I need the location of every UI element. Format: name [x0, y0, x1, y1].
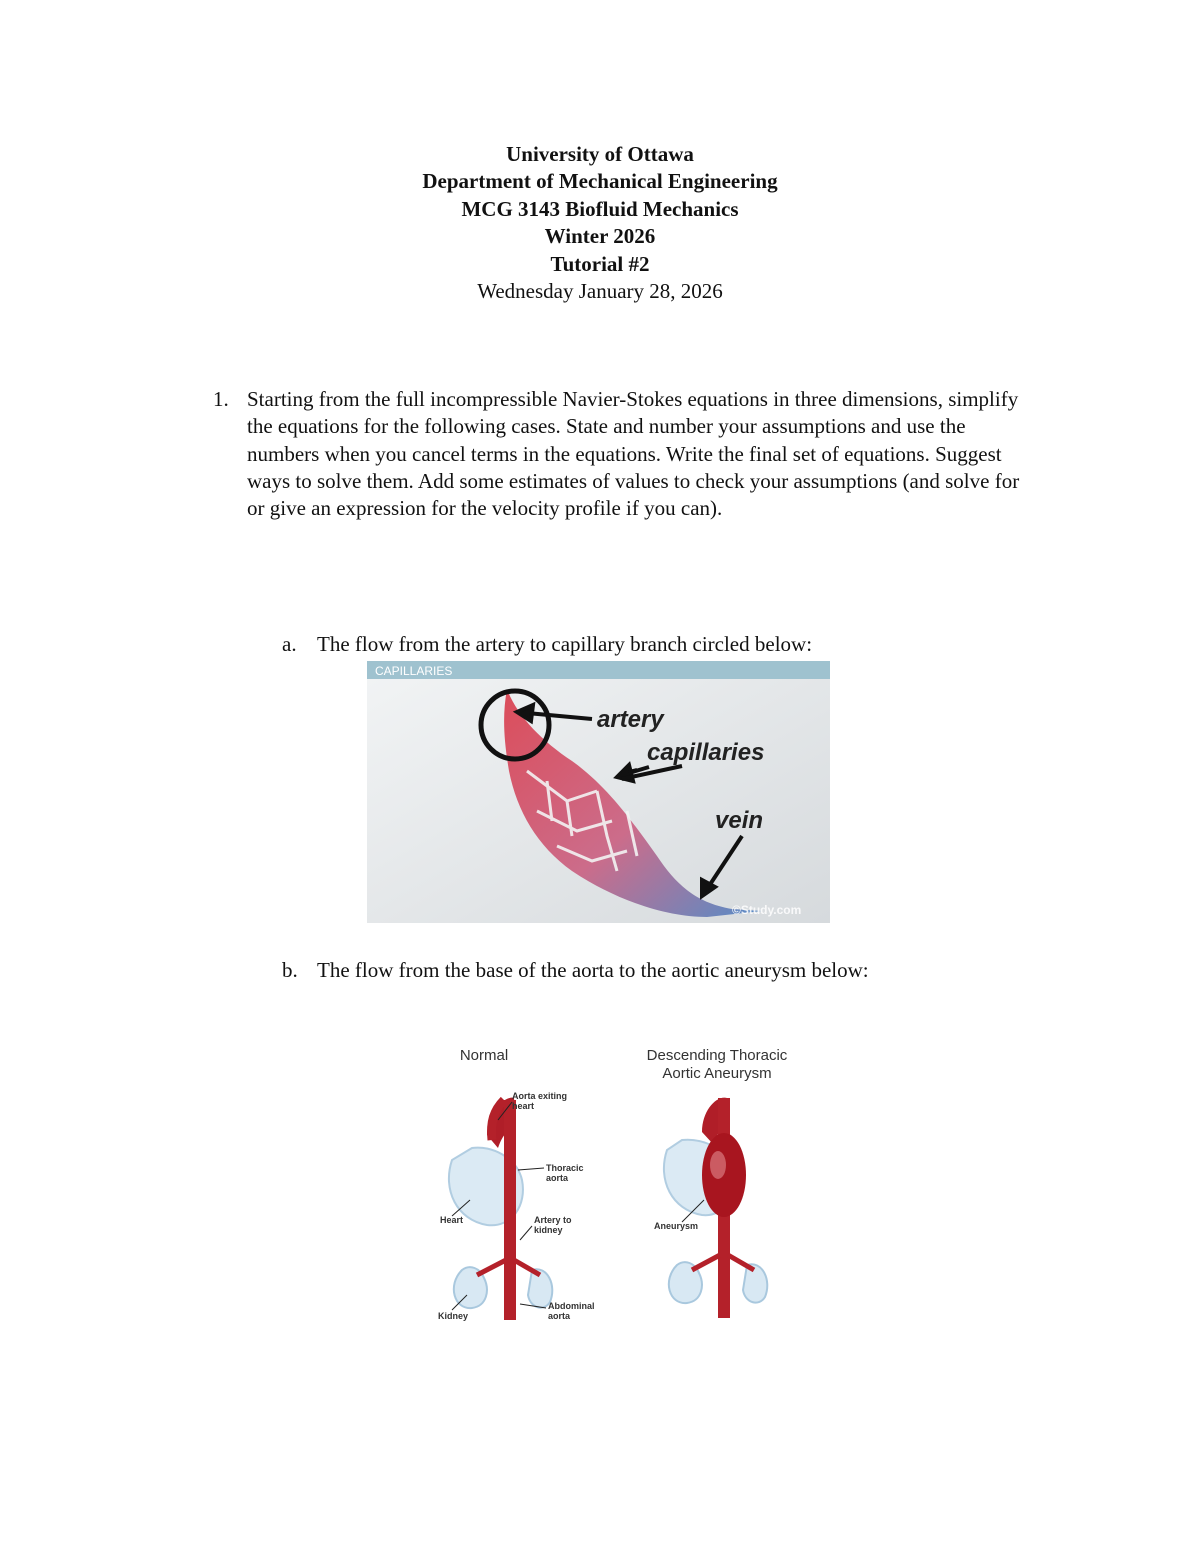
vein-label: vein — [715, 807, 764, 834]
question-1-number: 1. — [213, 387, 229, 411]
study-watermark: ©Study.com — [732, 903, 802, 917]
capillaries-figure — [367, 661, 830, 923]
label-heart: Heart — [440, 1215, 464, 1225]
question-1-text: Starting from the full incompressible Navier-Stokes equations in three dimensions, simplify the equations for the following cases. State and number your assumptions and use the numbers when you cancel terms in the equations. Write the final set of equations. Suggest ways to solve them. Add some estimates of values to check your assumptions (and solve for or give an expression for the velocity profile if you can). — [247, 387, 1020, 521]
university-title: University of Ottawa — [506, 142, 694, 166]
tutorial-title: Tutorial #2 — [550, 251, 650, 276]
aneurysm-title-line2: Aortic Aneurysm — [662, 1065, 772, 1082]
capillaries-label: capillaries — [647, 739, 765, 766]
department-title: Department of Mechanical Engineering — [422, 169, 778, 194]
label-thoracic-2: aorta — [546, 1173, 569, 1183]
document-header — [0, 141, 1200, 305]
label-abdominal-2: aorta — [548, 1311, 571, 1321]
part-b-text: The flow from the base of the aorta to the aortic aneurysm below: — [317, 958, 869, 982]
normal-aorta-drawing — [449, 1098, 552, 1320]
aorta-figure — [432, 1040, 812, 1330]
label-kidney: Kidney — [438, 1311, 469, 1321]
course-title: MCG 3143 Biofluid Mechanics — [461, 196, 739, 221]
part-b-letter: b. — [282, 958, 298, 982]
label-aorta-exiting-1: Aorta exiting — [512, 1091, 568, 1101]
label-thoracic-1: Thoracic — [546, 1163, 584, 1173]
label-aneurysm: Aneurysm — [654, 1221, 699, 1231]
label-aorta-exiting-2: heart — [512, 1101, 535, 1111]
label-artery-kidney-2: kidney — [534, 1225, 563, 1235]
artery-label: artery — [597, 706, 664, 733]
aneurysm-title-line1: Descending Thoracic — [646, 1047, 788, 1064]
label-artery-kidney-1: Artery to — [534, 1215, 572, 1225]
capillaries-banner: CAPILLARIES — [375, 664, 453, 678]
tutorial-date: Wednesday January 28, 2026 — [477, 279, 723, 304]
normal-title: Normal — [459, 1047, 509, 1064]
label-abdominal-1: Abdominal — [548, 1301, 595, 1311]
part-a-text: The flow from the artery to capillary branch circled below: — [317, 632, 813, 656]
part-a-letter: a. — [282, 632, 297, 656]
aneurysm-aorta-drawing — [664, 1098, 767, 1318]
term-title: Winter 2026 — [544, 224, 656, 249]
